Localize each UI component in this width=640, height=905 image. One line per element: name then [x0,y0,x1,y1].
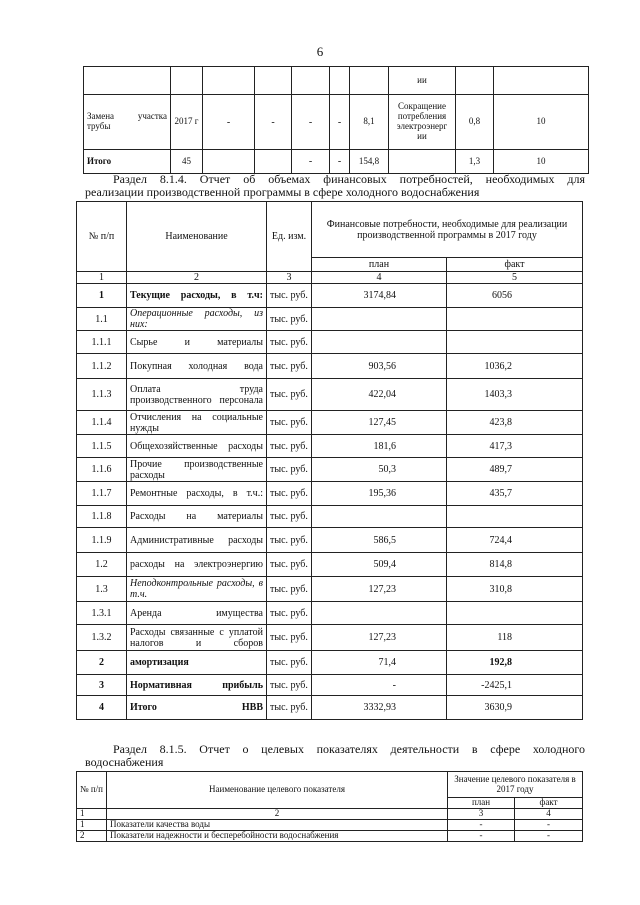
cell-fact: 417,3 [447,435,583,458]
cell-no: 1.1.3 [77,379,127,411]
cell-fact: 6056 [447,284,583,308]
cell-name: Общехозяйственные расходы [127,435,267,458]
table-row [77,411,583,435]
cell-unit: тыс. руб. [267,602,312,625]
cell-effect: Сокращение потребления электроэнерг ии [389,95,456,150]
table-header-row [77,202,583,258]
table-row [77,819,583,830]
table-row [77,675,583,696]
cell-value [255,150,292,174]
table-row [77,602,583,625]
cell-name: Операционные расходы, из них: [127,308,267,331]
cell-value: 10 [494,95,589,150]
cell-no: 1.1.1 [77,331,127,354]
cell-no: 1.1 [77,308,127,331]
cell-name: Ремонтные расходы, в т.ч.: [127,482,267,506]
cell-fact [447,308,583,331]
header-plan: план [448,798,515,809]
cell-no: 4 [77,696,127,720]
target-table [76,771,583,842]
cell-plan [312,308,447,331]
section-815-heading [85,743,585,769]
cell-plan: 127,23 [312,577,447,602]
cell-name: Замена участка трубы [84,95,171,150]
cell-value: - [330,95,350,150]
cell-name: Текущие расходы, в т.ч: [127,284,267,308]
section-815-line1: Раздел 8.1.5. Отчет о целевых показателях деятельности в сфере холодного [113,742,585,756]
cell-plan: - [448,830,515,841]
table-row [77,354,583,379]
table-row [77,528,583,553]
cell-unit: тыс. руб. [267,696,312,720]
header-fin: Финансовые потребности, необходимые для реализации производственной программы в 2017 году [312,202,583,258]
cell-value: 1,3 [456,150,494,174]
cell-plan: - [448,819,515,830]
cell-year: 45 [171,150,203,174]
cell-unit: тыс. руб. [267,458,312,482]
cell-name: Расходы на материалы [127,506,267,528]
cell-plan: 127,23 [312,625,447,651]
cell-fact [447,602,583,625]
table-row [84,150,589,174]
table-row [77,651,583,675]
cell-name: амортизация [127,651,267,675]
cell-name: Итого НВВ [127,696,267,720]
cell-unit: тыс. руб. [267,506,312,528]
cell-value: 154,8 [350,150,389,174]
cell-unit: тыс. руб. [267,625,312,651]
cell-name: Покупная холодная вода [127,354,267,379]
cell-unit: тыс. руб. [267,331,312,354]
cell-plan: 509,4 [312,553,447,577]
cell-fact: 489,7 [447,458,583,482]
cell-unit: тыс. руб. [267,379,312,411]
cell-no: 1.3.1 [77,602,127,625]
cell-plan: - [312,675,447,696]
table-row [77,506,583,528]
cell-unit: тыс. руб. [267,354,312,379]
cell-fact: - [515,830,583,841]
cell-unit: тыс. руб. [267,411,312,435]
cell-name: Неподконтрольные расходы, в т.ч. [127,577,267,602]
cell-fact: 3630,9 [447,696,583,720]
cell-plan: 3332,93 [312,696,447,720]
top-table [83,66,589,174]
col-number: 2 [127,272,267,284]
cell-unit: тыс. руб. [267,675,312,696]
cell-fact: -2425,1 [447,675,583,696]
header-name: Наименование [127,202,267,272]
cell-value: - [255,95,292,150]
table-row [77,625,583,651]
header-plan: план [312,258,447,272]
cell-plan: 422,04 [312,379,447,411]
cell-name: Расходы связанные с уплатой налогов и сборов [127,625,267,651]
cell-no: 1.1.9 [77,528,127,553]
cell-unit: тыс. руб. [267,528,312,553]
cell-unit: тыс. руб. [267,435,312,458]
cell-value: - [292,95,330,150]
cell-no: 1.1.7 [77,482,127,506]
cell-no: 1 [77,819,107,830]
section-814-line2: реализации производственной программы в сфере холодного водоснабжения [85,185,480,199]
cell-fact: 310,8 [447,577,583,602]
cell-name: Отчисления на социальные нужды [127,411,267,435]
table-numbering-row [77,272,583,284]
cell-name: Прочие производственные расходы [127,458,267,482]
cell-plan: 181,6 [312,435,447,458]
col-number: 1 [77,272,127,284]
cell-unit: тыс. руб. [267,308,312,331]
cell-unit: тыс. руб. [267,553,312,577]
cell-no: 3 [77,675,127,696]
cell-no: 1 [77,284,127,308]
cell-value: 10 [494,150,589,174]
table-row [77,284,583,308]
cell-fact: 814,8 [447,553,583,577]
header-name: Наименование целевого показателя [107,772,448,809]
cell-no: 1.1.6 [77,458,127,482]
cell-name: Показатели надежности и бесперебойности водоснабжения [107,830,448,841]
cell-no: 1.1.4 [77,411,127,435]
header-no: № п/п [77,202,127,272]
cell-fact: 1036,2 [447,354,583,379]
cell-plan: 195,36 [312,482,447,506]
table-row [77,458,583,482]
cell-fact: - [515,819,583,830]
cell-value: - [203,95,255,150]
cell-value: 8,1 [350,95,389,150]
table-row [77,830,583,841]
table-row [77,577,583,602]
cell-no: 1.1.8 [77,506,127,528]
cell-plan: 586,5 [312,528,447,553]
cell-fact: 435,7 [447,482,583,506]
cell-unit: тыс. руб. [267,482,312,506]
table-header-row [77,772,583,798]
cell-name: Сырье и материалы [127,331,267,354]
cell-no: 1.1.5 [77,435,127,458]
col-number: 4 [312,272,447,284]
cell-plan: 127,45 [312,411,447,435]
table-row [84,67,589,95]
cell-no: 1.1.2 [77,354,127,379]
col-number: 3 [267,272,312,284]
table-row [77,331,583,354]
cell-name: Оплата труда производственного персонала [127,379,267,411]
cell-effect [389,150,456,174]
cell-no: 2 [77,651,127,675]
cell-fact: 192,8 [447,651,583,675]
cell-fact: 423,8 [447,411,583,435]
cell-name: Административные расходы [127,528,267,553]
cell-no: 1.3.2 [77,625,127,651]
cell-plan: 71,4 [312,651,447,675]
financial-table [76,201,583,720]
table-row [77,379,583,411]
cell-plan [312,602,447,625]
cell-plan: 50,3 [312,458,447,482]
col-number: 3 [448,808,515,819]
col-number: 5 [447,272,583,284]
cell-plan: 903,56 [312,354,447,379]
cell-fact: 724,4 [447,528,583,553]
col-number: 4 [515,808,583,819]
cell-year: 2017 г [171,95,203,150]
cell-value: 0,8 [456,95,494,150]
header-no: № п/п [77,772,107,809]
table-row [77,696,583,720]
cell-no: 1.3 [77,577,127,602]
cell-name: расходы на электроэнергию [127,553,267,577]
cell-value: - [330,150,350,174]
header-unit: Ед. изм. [267,202,312,272]
header-value: Значение целевого показателя в 2017 году [448,772,583,798]
cell-name: Аренда имущества [127,602,267,625]
cell-fact: 118 [447,625,583,651]
cell-plan [312,331,447,354]
page-number: 6 [316,44,324,59]
cell-fact [447,331,583,354]
table-row [77,435,583,458]
cell-name: Нормативная прибыль [127,675,267,696]
cell-no: 2 [77,830,107,841]
table-row [77,308,583,331]
cell-name: Показатели качества воды [107,819,448,830]
header-fact: факт [515,798,583,809]
section-814-heading [85,173,585,199]
section-814-line1: Раздел 8.1.4. Отчет об объемах финансовых потребностей, необходимых для [113,172,585,186]
cell-fact: 1403,3 [447,379,583,411]
cell-unit: тыс. руб. [267,651,312,675]
table-row [84,95,589,150]
table-numbering-row [77,808,583,819]
cell-no: 1.2 [77,553,127,577]
table-row [77,482,583,506]
header-fact: факт [447,258,583,272]
section-815-line2: водоснабжения [85,755,164,769]
cell-value: - [292,150,330,174]
cell-fact [447,506,583,528]
cell-unit: тыс. руб. [267,284,312,308]
table-row [77,553,583,577]
cell-plan: 3174,84 [312,284,447,308]
col-number: 2 [107,808,448,819]
cell-text: ии [389,67,456,95]
col-number: 1 [77,808,107,819]
cell-name: Итого [84,150,171,174]
cell-unit: тыс. руб. [267,577,312,602]
cell-value [203,150,255,174]
cell-plan [312,506,447,528]
